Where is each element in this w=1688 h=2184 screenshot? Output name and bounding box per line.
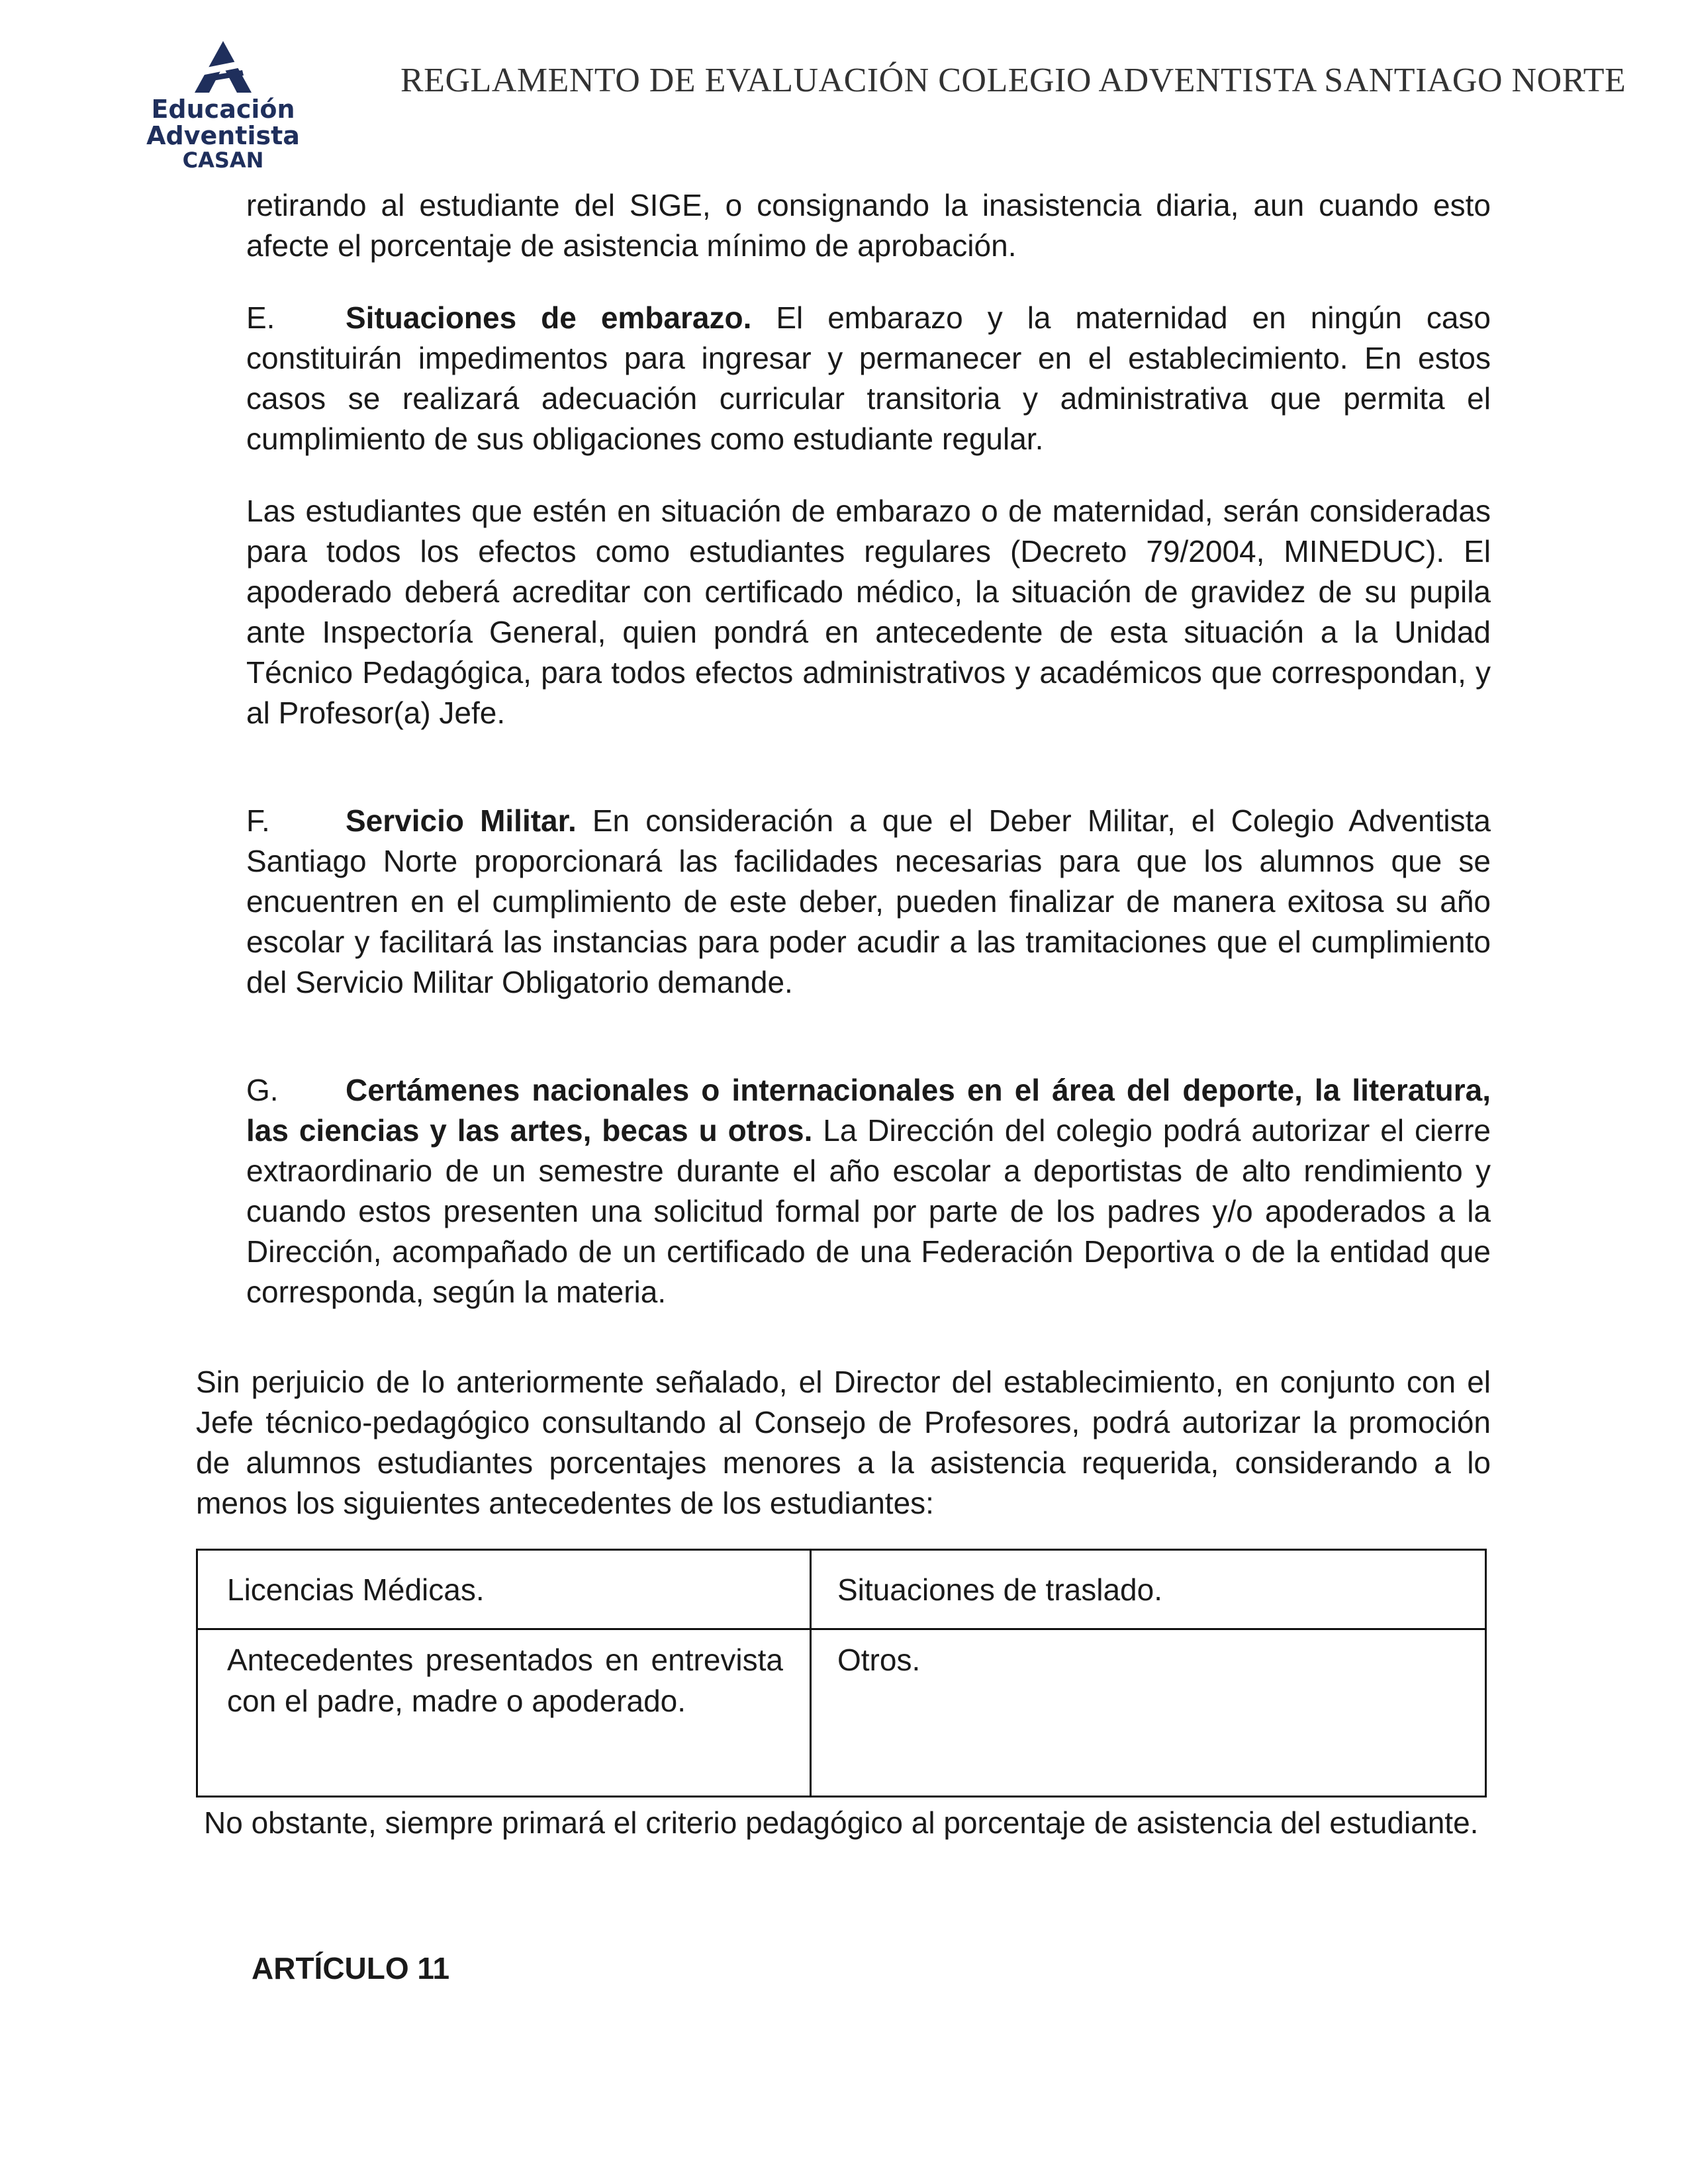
header-title: REGLAMENTO DE EVALUACIÓN COLEGIO ADVENTISTA SANTIAGO NORTE bbox=[400, 62, 1626, 99]
article-heading: ARTÍCULO 11 bbox=[252, 1951, 450, 1985]
table-cell-otros: Otros. bbox=[837, 1643, 921, 1677]
logo-line-3: CASAN bbox=[182, 148, 264, 173]
section-g-label: G. bbox=[246, 1073, 279, 1107]
table-cell-licencias: Licencias Médicas. bbox=[227, 1572, 485, 1607]
logo-line-1: Educación bbox=[151, 95, 295, 124]
section-g-heading: Certámenes nacionales o internacionales en el área del deporte, la literatura, las ciencias y las artes, becas u otros. bbox=[246, 1073, 1491, 1148]
paragraph-embarazo: Las estudiantes que estén en situación de embarazo o de maternidad, serán consideradas para todos los efectos como estudiantes regulares (Decreto 79/2004, MINEDUC). El apoderado deberá acreditar con certificado médico, la situación de gravidez de su pupila ante Inspectoría General, quien pondrá en antecedente de esta situación a la Unidad Técnico Pedagógica, para todos efectos administrativos y académicos que correspondan, y al Profesor(a) Jefe. bbox=[246, 494, 1491, 730]
section-e-text: El embarazo y la maternidad en ningún caso constituirán impedimentos para ingresar y permanecer en el establecimiento. En estos casos se realizará adecuación curricular transitoria y administrativa que permita el cumplimiento de sus obligaciones como estudiante regular. bbox=[246, 300, 1491, 456]
section-f-heading: Servicio Militar. bbox=[346, 803, 577, 838]
table-column-divider bbox=[810, 1551, 812, 1796]
logo-line-2: Adventista bbox=[146, 121, 300, 150]
section-e-heading: Situaciones de embarazo. bbox=[346, 300, 752, 335]
paragraph-sin-perjuicio: Sin perjuicio de lo anteriormente señalado, el Director del establecimiento, en conjunto con el Jefe técnico-pedagógico consultando al Consejo de Profesores, podrá autorizar la promoción de alumnos estudiantes porcentajes menores a la asistencia requerida, considerando a lo menos los siguientes antecedentes de los estudiantes: bbox=[196, 1365, 1491, 1520]
section-f-text: En consideración a que el Deber Militar, el Colegio Adventista Santiago Norte proporcionará las facilidades necesarias para que los alumnos que se encuentren en el cumplimiento de este deber, pueden finalizar de manera exitosa su año escolar y facilitará las instancias para poder acudir a las tramitaciones que el cumplimiento del Servicio Militar Obligatorio demande. bbox=[246, 803, 1491, 999]
section-e bbox=[246, 298, 1491, 459]
table-cell-antecedentes: Antecedentes presentados en entrevista con el padre, madre o apoderado. bbox=[227, 1643, 783, 1718]
section-f-label: F. bbox=[246, 803, 270, 838]
antecedentes-table bbox=[196, 1549, 1487, 1797]
table-row-divider bbox=[198, 1628, 1485, 1630]
section-g bbox=[246, 1070, 1491, 1312]
section-f bbox=[246, 801, 1491, 1003]
logo bbox=[140, 40, 306, 179]
paragraph-continuation: retirando al estudiante del SIGE, o consignando la inasistencia diaria, aun cuando esto afecte el porcentaje de asistencia mínimo de aprobación. bbox=[246, 188, 1491, 263]
section-e-label: E. bbox=[246, 300, 275, 335]
paragraph-no-obstante: No obstante, siempre primará el criterio pedagógico al porcentaje de asistencia del estudiante. bbox=[204, 1805, 1479, 1840]
table-cell-traslado: Situaciones de traslado. bbox=[837, 1572, 1162, 1607]
section-g-text: La Dirección del colegio podrá autorizar el cierre extraordinario de un semestre durante el año escolar a deportistas de alto rendimiento y cuando estos presenten una solicitud formal por parte de los padres y/o apoderados a la Dirección, acompañado de un certificado de una Federación Deportiva o de la entidad que corresponda, según la materia. bbox=[246, 1113, 1491, 1309]
logo-a-icon bbox=[193, 40, 253, 94]
